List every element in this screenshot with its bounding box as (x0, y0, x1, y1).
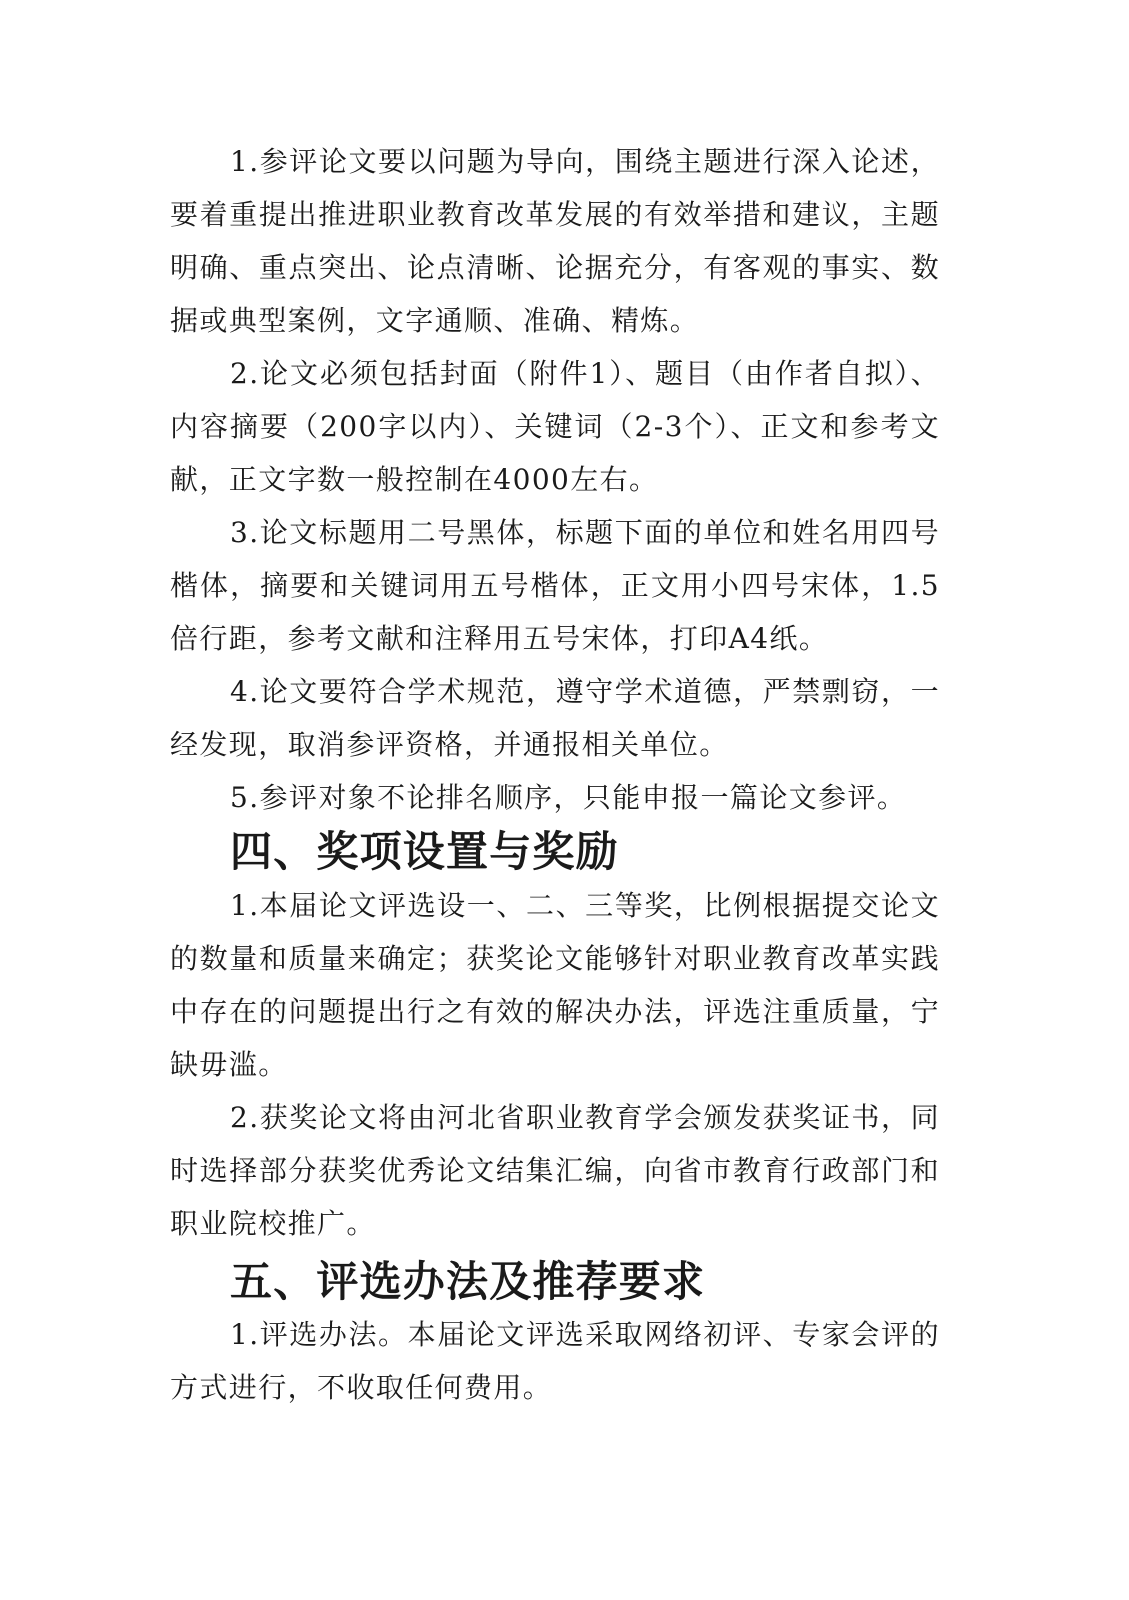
requirement-item-5: 5.参评对象不论排名顺序，只能申报一篇论文参评。 (230, 781, 907, 814)
section-heading-evaluation: 五、评选办法及推荐要求 (230, 1257, 706, 1306)
award-item-2: 2.获奖论文将由河北省职业教育学会颁发获奖证书，同时选择部分获奖优秀论文结集汇编，向省市教育行政部门和职业院校推广。 (170, 1101, 940, 1240)
requirement-item-1: 1.参评论文要以问题为导向，围绕主题进行深入论述，要着重提出推进职业教育改革发展的有效举措和建议，主题明确、重点突出、论点清晰、论据充分，有客观的事实、数据或典型案例，文字通顺、准确、精炼。 (170, 145, 940, 337)
evaluation-item-1: 1.评选办法。本届论文评选采取网络初评、专家会评的方式进行，不收取任何费用。 (170, 1318, 940, 1404)
section-heading-awards: 四、奖项设置与奖励 (230, 827, 619, 876)
requirement-item-3: 3.论文标题用二号黑体，标题下面的单位和姓名用四号楷体，摘要和关键词用五号楷体，正文用小四号宋体，1.5倍行距，参考文献和注释用五号宋体，打印A4纸。 (170, 516, 940, 655)
requirement-item-4: 4.论文要符合学术规范，遵守学术道德，严禁剽窃，一经发现，取消参评资格，并通报相关单位。 (170, 675, 940, 761)
requirement-item-2: 2.论文必须包括封面（附件1）、题目（由作者自拟）、内容摘要（200字以内）、关键词（2-3个）、正文和参考文献，正文字数一般控制在4000左右。 (170, 357, 940, 496)
award-item-1: 1.本届论文评选设一、二、三等奖，比例根据提交论文的数量和质量来确定；获奖论文能够针对职业教育改革实践中存在的问题提出行之有效的解决办法，评选注重质量，宁缺毋滥。 (170, 889, 940, 1081)
document-page (170, 135, 940, 1414)
